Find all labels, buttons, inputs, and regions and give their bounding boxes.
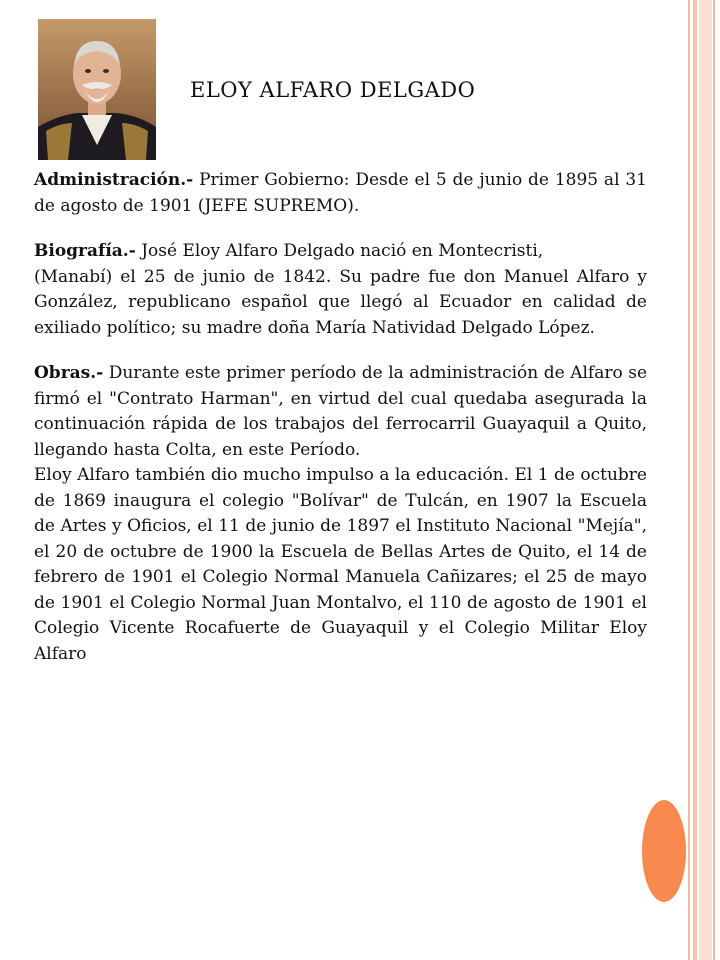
right-border-stripe xyxy=(699,0,712,960)
works-text: Durante este primer período de la administración de Alfaro se firmó el "Contrato Harman", en virtud del cual quedaba asegurada la continuación rápida de los trabajos del ferrocarril Guayaquil a Quito, llegando hasta Colta, en este Período. xyxy=(34,363,647,460)
document-body xyxy=(34,168,647,667)
biography-paragraph: (Manabí) el 25 de junio de 1842. Su padre fue don Manuel Alfaro y González, republicano español que llegó al Ecuador en calidad de exiliado político; su madre doña María Natividad Delgado López. xyxy=(34,266,647,338)
works-paragraph xyxy=(34,361,647,463)
portrait-illustration xyxy=(38,19,156,160)
biography-first-line xyxy=(34,239,647,265)
education-paragraph: Eloy Alfaro también dio mucho impulso a la educación. El 1 de octubre de 1869 inaugura el colegio "Bolívar" de Tulcán, en 1907 la Escuela de Artes y Oficios, el 11 de junio de 1897 el Instituto Nacional "Mejía", el 20 de octubre de 1900 la Escuela de Bellas Artes de Quito, el 14 de febrero de 1901 el Colegio Normal Manuela Cañizares; el 25 de mayo de 1901 el Colegio Normal Juan Montalvo, el 110 de agosto de 1901 el Colegio Vicente Rocafuerte de Guayaquil y el Colegio Militar Eloy Alfaro xyxy=(34,465,647,664)
right-border-stripe xyxy=(693,0,697,960)
page-title: ELOY ALFARO DELGADO xyxy=(190,78,476,102)
right-border-stripe xyxy=(688,0,690,960)
works-label: Obras.- xyxy=(34,363,104,383)
administration-text: Primer Gobierno: Desde el 5 de junio de 1895 al 31 de agosto de 1901 (JEFE SUPREMO). xyxy=(34,170,647,216)
administration-paragraph xyxy=(34,168,647,219)
right-border-stripe xyxy=(713,0,715,960)
biography-label: Biografía.- xyxy=(34,241,136,261)
biography-line1: José Eloy Alfaro Delgado nació en Montecristi, xyxy=(135,241,544,261)
administration-label: Administración.- xyxy=(34,170,194,190)
portrait-photo xyxy=(38,19,156,160)
decorative-orange-oval xyxy=(642,800,686,902)
